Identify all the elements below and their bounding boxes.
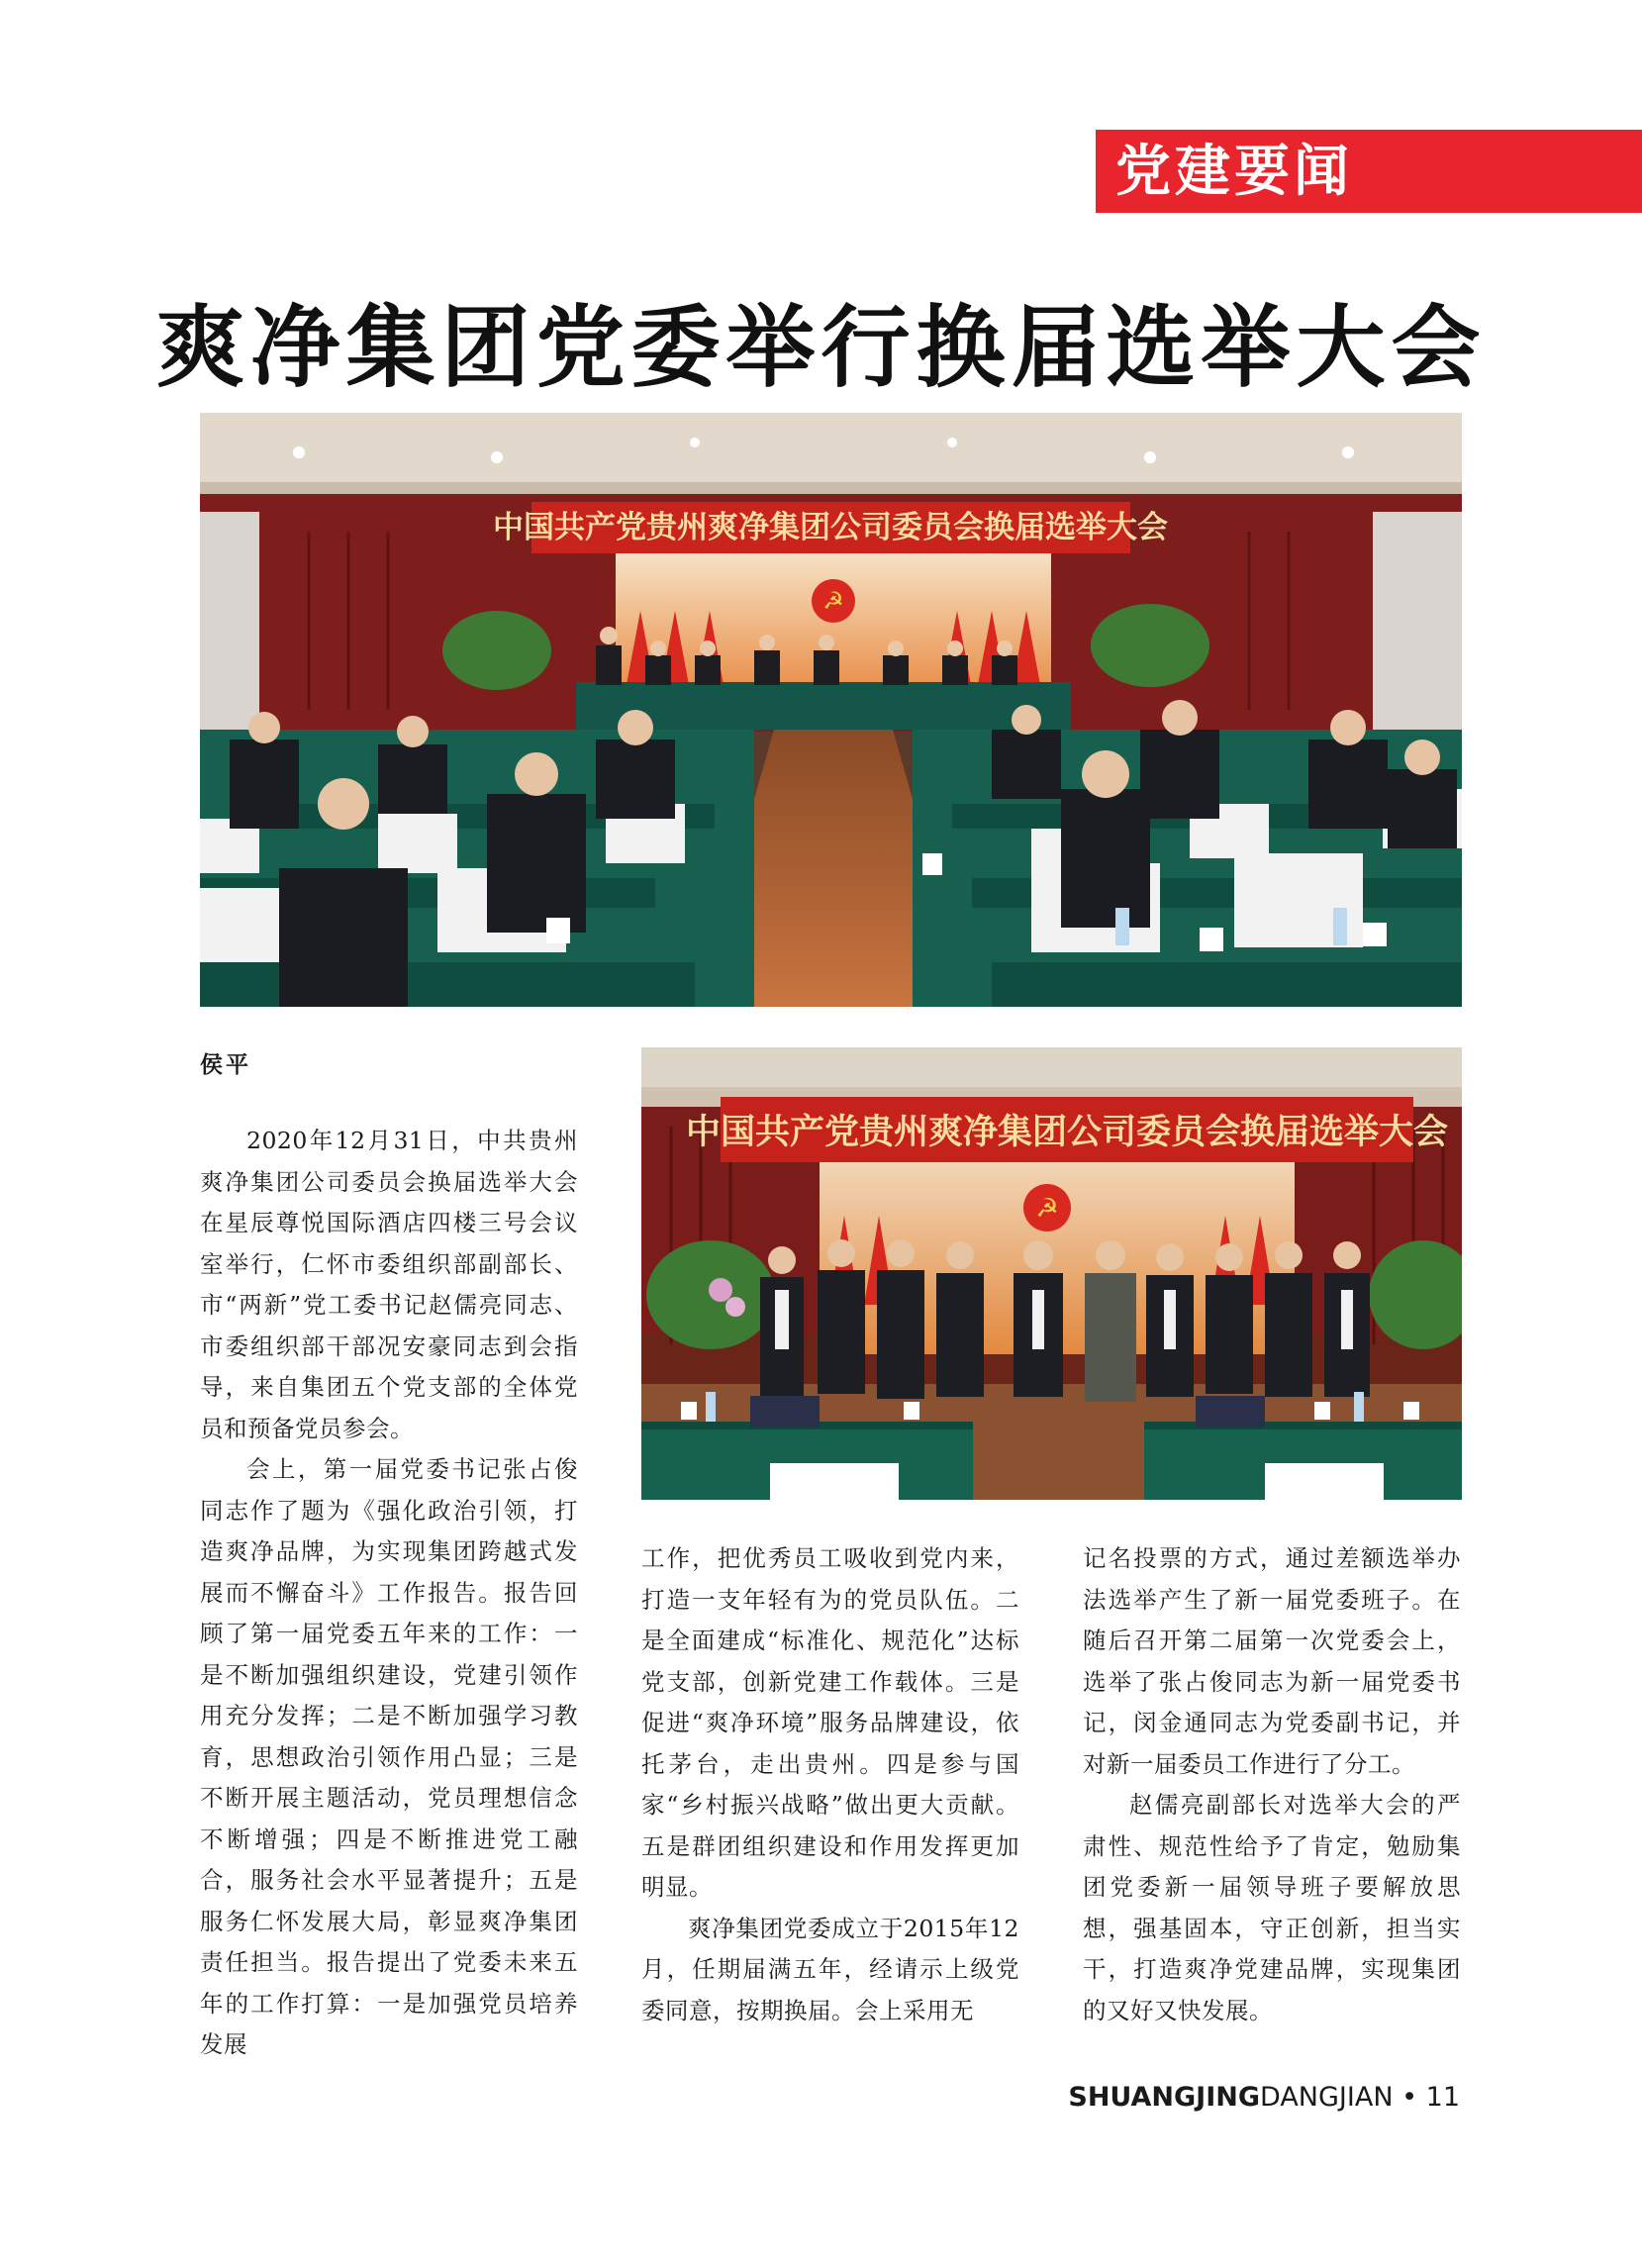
author-byline: 侯平 <box>200 1052 251 1078</box>
paragraph-1: 2020年12月31日，中共贵州爽净集团公司委员会换届选举大会在星辰尊悦国际酒店四楼三号会议室举行，仁怀市委组织部副部长、市“两新”党工委书记赵儒亮同志、市委组织部干部况安豪同志到会指导，来自集团五个党支部的全体党员和预备党员参会。 <box>200 1127 578 1442</box>
section-tag <box>1096 130 1642 213</box>
group-photo <box>641 1047 1462 1500</box>
section-tag-label: 党建要闻 <box>1115 139 1353 204</box>
photo1-banner-text: 中国共产党贵州爽净集团公司委员会换届选举大会 <box>493 510 1168 545</box>
meeting-hall-photo <box>200 413 1462 1007</box>
svg-text:☭: ☭ <box>1035 1194 1059 1224</box>
photo2-banner-text: 中国共产党贵州爽净集团公司委员会换届选举大会 <box>685 1113 1449 1152</box>
footer-brand-bold: SHUANGJING <box>1068 2082 1261 2113</box>
paragraph-4: 赵儒亮副部长对选举大会的严肃性、规范性给予了肯定，勉励集团党委新一届领导班子要解放思想，强基固本，守正创新，担当实干，打造爽净党建品牌，实现集团的又好又快发展。 <box>1083 1791 1461 2024</box>
paragraph-3-part-1: 爽净集团党委成立于2015年12月，任期届满五年，经请示上级党委同意，按期换届。会上采用无 <box>641 1914 1019 2024</box>
text-column-2 <box>641 1538 1019 2031</box>
svg-text:☭: ☭ <box>822 587 844 615</box>
page-footer <box>1068 2082 1460 2113</box>
article-title: 爽净集团党委举行换届选举大会 <box>155 295 1487 400</box>
page-number: 11 <box>1425 2082 1460 2113</box>
footer-separator: • <box>1401 2082 1418 2113</box>
text-column-3 <box>1083 1538 1461 2031</box>
text-column-1 <box>200 1121 578 2066</box>
paragraph-2-part-2: 工作，把优秀员工吸收到党内来，打造一支年轻有为的党员队伍。二是全面建成“标准化、规范化”达标党支部，创新党建工作载体。三是促进“爽净环境”服务品牌建设，依托茅台，走出贵州。四是参与国家“乡村振兴战略”做出更大贡献。五是群团组织建设和作用发挥更加明显。 <box>641 1544 1019 1901</box>
paragraph-2-part-1: 会上，第一届党委书记张占俊同志作了题为《强化政治引领，打造爽净品牌，为实现集团跨越式发展而不懈奋斗》工作报告。报告回顾了第一届党委五年来的工作：一是不断加强组织建设，党建引领作用充分发挥；二是不断加强学习教育，思想政治引领作用凸显；三是不断开展主题活动，党员理想信念不断增强；四是不断推进党工融合，服务社会水平显著提升；五是服务仁怀发展大局，彰显爽净集团责任担当。报告提出了党委未来五年的工作打算：一是加强党员培养发展 <box>200 1455 578 2058</box>
paragraph-3-part-2: 记名投票的方式，通过差额选举办法选举产生了新一届党委班子。在随后召开第二届第一次党委会上，选举了张占俊同志为新一届党委书记，闵金通同志为党委副书记，并对新一届委员工作进行了分工。 <box>1083 1544 1461 1778</box>
footer-brand-light: DANGJIAN <box>1260 2082 1394 2113</box>
